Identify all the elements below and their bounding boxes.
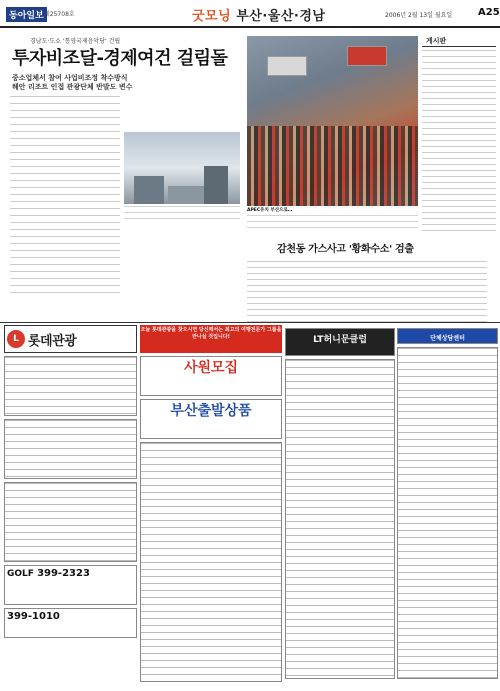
section-title bbox=[192, 5, 325, 24]
busan-departure-title: 부산출발상품 bbox=[170, 403, 252, 419]
advertisement-area bbox=[0, 322, 500, 691]
mid-listings bbox=[140, 442, 282, 682]
issue-number: 제25708호 bbox=[44, 11, 75, 18]
lotte-block-2 bbox=[4, 419, 137, 479]
recruit-title: 사원모집 bbox=[183, 360, 239, 376]
honeymoon-brand: LT허니문클럽 bbox=[313, 335, 367, 345]
golf-phone: 399-2323 bbox=[37, 568, 90, 579]
recruit-block bbox=[140, 356, 282, 396]
group-consulting-ad bbox=[397, 325, 498, 689]
building-photo-caption bbox=[124, 206, 240, 224]
photo-caption bbox=[247, 208, 418, 233]
gas-headline: 감천동 가스사고 '황화수소' 검출 bbox=[277, 244, 414, 255]
sidebar-title: 게시판 bbox=[422, 36, 496, 47]
masthead bbox=[0, 0, 500, 28]
lotte-block-1 bbox=[4, 356, 137, 416]
issue-date: 2006년 2월 13일 월요일 bbox=[385, 12, 453, 19]
sidebar-body-placeholder bbox=[422, 50, 496, 236]
photo-caption-label: APEC유치 부산으로… bbox=[247, 208, 293, 213]
gas-body-placeholder bbox=[247, 261, 487, 323]
group-consulting-listings bbox=[397, 347, 498, 679]
busan-departure-ad bbox=[140, 325, 282, 689]
group-consulting-header bbox=[397, 328, 498, 344]
lotte-brand-box bbox=[4, 325, 137, 353]
lotte-headline-banner: 오늘 롯데관광을 찾으시면 당신께서는 최고의 여행전문가 그룹을 만나실 것입니다! bbox=[140, 325, 282, 353]
protest-photo bbox=[247, 36, 418, 206]
paper-name: 동아일보 bbox=[6, 7, 47, 22]
lotte-logo: L bbox=[7, 330, 25, 348]
lotte-brand-name: 롯데관광 bbox=[28, 333, 77, 349]
article-subhead-line-2: 해안 리조트 인접 관광단체 반발도 변수 bbox=[12, 83, 133, 91]
golf-block bbox=[4, 565, 137, 605]
article-body-placeholder bbox=[10, 96, 120, 296]
article-kicker: 경남도·도쇼 '통영국제음악당' 건립 bbox=[30, 38, 121, 45]
page-number: A25 bbox=[478, 7, 500, 18]
lotte-tour-ad bbox=[4, 325, 137, 689]
honeymoon-brand-block bbox=[285, 328, 395, 356]
gas-article bbox=[247, 240, 500, 320]
lotte-block-3 bbox=[4, 482, 137, 562]
article-subhead-line-1: 중소업체서 참여 사업비조정 착수방식 bbox=[12, 74, 128, 82]
honeymoon-club-ad bbox=[285, 325, 395, 689]
article-headline: 투자비조달-경제여건 걸림돌 bbox=[12, 48, 228, 69]
golf-label: GOLF bbox=[7, 569, 34, 579]
group-consulting-title: 단체상담센터 bbox=[430, 335, 465, 342]
section-main: 부산·울산·경남 bbox=[236, 9, 326, 24]
bottom-phone-block bbox=[4, 608, 137, 638]
busan-departure-block bbox=[140, 399, 282, 439]
honeymoon-listings bbox=[285, 359, 395, 679]
building-photo bbox=[124, 132, 240, 204]
notice-sidebar bbox=[422, 36, 496, 236]
golf-phone-line bbox=[7, 568, 134, 580]
bottom-phone: 399-1010 bbox=[7, 611, 60, 622]
article-subhead bbox=[12, 74, 242, 92]
section-prefix: 굿모닝 bbox=[192, 9, 232, 24]
